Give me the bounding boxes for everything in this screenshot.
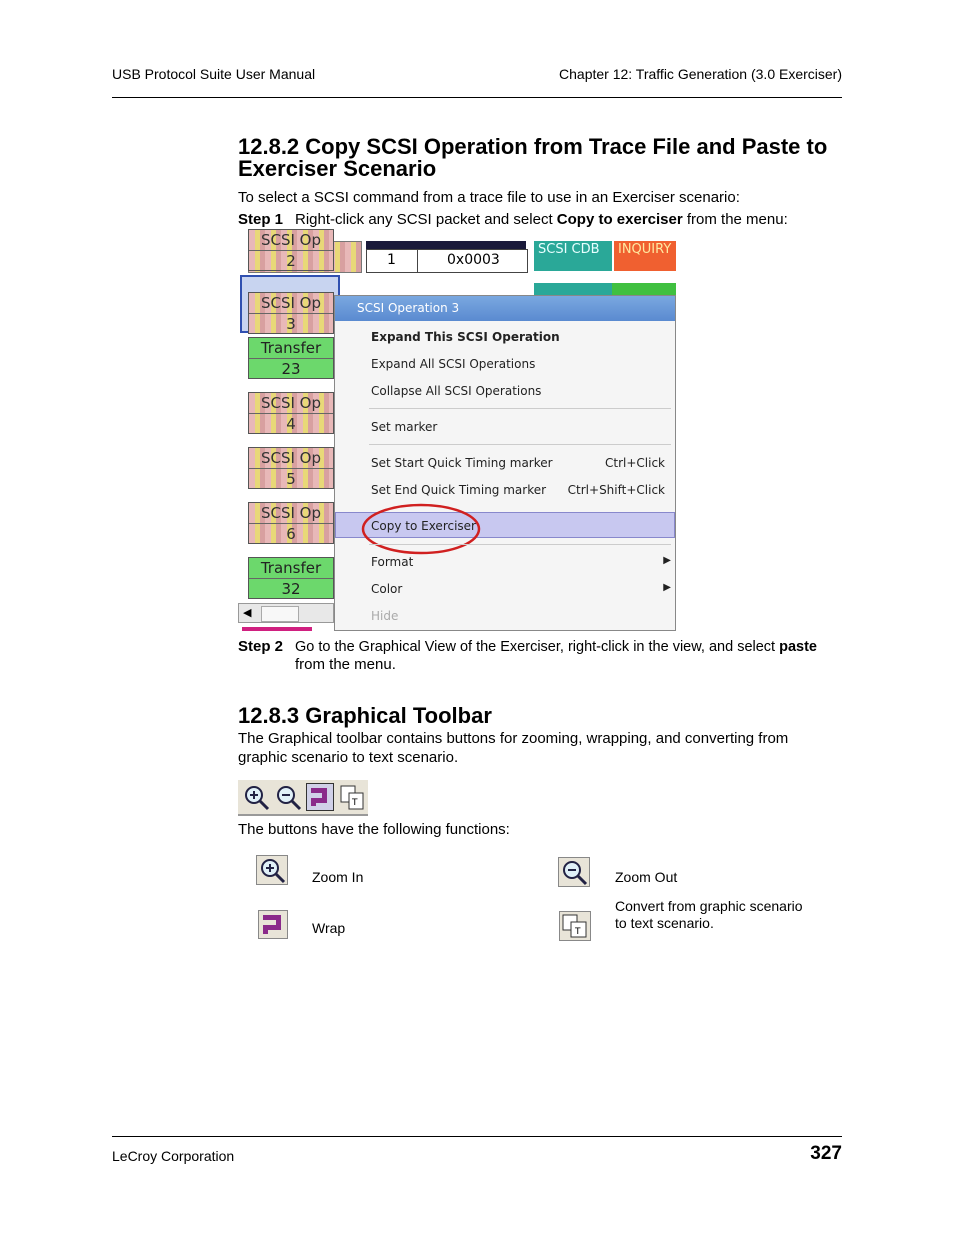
- section-heading: 12.8.3 Graphical Toolbar: [238, 703, 492, 728]
- submenu-arrow-icon: ▶: [663, 582, 671, 593]
- packet-cell[interactable]: [248, 447, 334, 489]
- zoom-in-label: Zoom In: [312, 869, 364, 885]
- menu-item-format[interactable]: Format: [371, 555, 414, 569]
- zoom-out-label: Zoom Out: [615, 869, 678, 885]
- page-number: 327: [810, 1143, 842, 1164]
- packet-title: SCSI Op: [260, 449, 322, 467]
- step-text-tail: from the menu:: [682, 211, 788, 228]
- shortcut-set-end: Ctrl+Shift+Click: [567, 483, 665, 497]
- packet-number: 4: [249, 413, 333, 434]
- context-menu: [334, 295, 676, 631]
- scroll-left-icon[interactable]: ◀: [243, 607, 252, 619]
- addr-tag-cell: [366, 249, 528, 273]
- packet-title: Transfer: [260, 559, 322, 577]
- annotation-circle: [359, 502, 485, 558]
- step-label: Step 2: [238, 638, 284, 655]
- packet-number: 2: [249, 250, 333, 271]
- menu-item-expand-all[interactable]: Expand All SCSI Operations: [371, 357, 536, 371]
- menu-item-color[interactable]: Color: [371, 582, 403, 596]
- svg-text:T: T: [352, 798, 358, 808]
- shortcut-set-start: Ctrl+Click: [605, 456, 665, 470]
- packet-number: 32: [249, 578, 333, 599]
- zoom-out-button[interactable]: [274, 783, 302, 811]
- addr-value: 1: [387, 252, 396, 268]
- scsi-cdb-cell: SCSI CDB: [534, 241, 612, 271]
- packet-cell[interactable]: [248, 392, 334, 434]
- packet-cell[interactable]: [248, 502, 334, 544]
- header-left: USB Protocol Suite User Manual: [112, 66, 316, 82]
- packet-cell[interactable]: [248, 337, 334, 379]
- header-rule: [112, 97, 842, 98]
- toolbar-paragraph-line1: The Graphical toolbar contains buttons for zooming, wrapping, and converting from: [238, 730, 789, 747]
- packet-number: 23: [249, 358, 333, 379]
- wrap-button[interactable]: [306, 783, 334, 811]
- packet-cell[interactable]: [248, 292, 334, 334]
- menu-item-collapse-all[interactable]: Collapse All SCSI Operations: [371, 384, 542, 398]
- menu-item-set-end[interactable]: Set End Quick Timing marker: [371, 483, 547, 497]
- step-bold: paste: [779, 639, 817, 655]
- tag-value: 0x0003: [447, 252, 500, 268]
- step-text-tail: from the menu.: [295, 656, 396, 673]
- toolbar-paragraph-line2: graphic scenario to text scenario.: [238, 749, 459, 766]
- step-text: Right-click any SCSI packet and select: [295, 211, 557, 228]
- packet-title: SCSI Op: [260, 504, 322, 522]
- wrap-label: Wrap: [312, 920, 346, 936]
- packet-cell[interactable]: [248, 557, 334, 599]
- wrap-icon: [307, 784, 333, 810]
- buttons-intro: The buttons have the following functions:: [238, 821, 510, 838]
- wrap-icon: [258, 910, 290, 940]
- svg-text:T: T: [575, 927, 581, 937]
- footer-rule: [112, 1136, 842, 1137]
- packet-title: SCSI Op: [260, 294, 322, 312]
- step-text: Go to the Graphical View of the Exerciser, right-click in the view, and select: [295, 639, 780, 655]
- convert-label-line1: Convert from graphic scenario: [615, 898, 803, 914]
- packet-number: 5: [249, 468, 333, 489]
- section-heading-line2: Exerciser Scenario: [238, 156, 437, 181]
- context-menu-title: SCSI Operation 3: [335, 296, 675, 321]
- graphical-toolbar: [238, 780, 368, 816]
- menu-item-hide[interactable]: Hide: [371, 609, 399, 623]
- section-heading-line1: 12.8.2 Copy SCSI Operation from Trace File and Paste to: [238, 134, 828, 159]
- submenu-arrow-icon: ▶: [663, 555, 671, 566]
- packet-number: 3: [249, 313, 333, 334]
- menu-item-copy-to-exerciser[interactable]: Copy to Exerciser: [371, 519, 476, 533]
- footer-company: LeCroy Corporation: [112, 1148, 235, 1164]
- packet-number: 6: [249, 523, 333, 544]
- zoom-in-icon: [242, 783, 270, 811]
- step-bold: Copy to exerciser: [556, 211, 683, 228]
- horizontal-scrollbar[interactable]: [238, 603, 334, 623]
- menu-item-set-marker[interactable]: Set marker: [371, 420, 438, 434]
- packet-cell[interactable]: [248, 229, 334, 271]
- packet-title: SCSI Op: [260, 394, 322, 412]
- convert-icon: [338, 783, 366, 811]
- convert-button[interactable]: [338, 783, 366, 811]
- zoom-in-button[interactable]: [242, 783, 270, 811]
- packet-title: Transfer: [260, 339, 322, 357]
- convert-label-line2: to text scenario.: [615, 915, 714, 931]
- inquiry-cell: INQUIRY: [614, 241, 676, 271]
- intro-paragraph: To select a SCSI command from a trace file to use in an Exerciser scenario:: [238, 189, 740, 206]
- convert-icon: [559, 911, 591, 941]
- packet-title: SCSI Op: [260, 231, 322, 249]
- zoom-out-icon: [558, 857, 590, 887]
- context-menu-screenshot: [238, 231, 676, 631]
- scroll-thumb[interactable]: [261, 606, 299, 622]
- zoom-in-icon: [256, 855, 288, 885]
- zoom-out-icon: [274, 783, 302, 811]
- step-label: Step 1: [238, 211, 284, 228]
- menu-item-set-start[interactable]: Set Start Quick Timing marker: [371, 456, 553, 470]
- menu-item-expand-this[interactable]: Expand This SCSI Operation: [371, 330, 560, 344]
- header-right: Chapter 12: Traffic Generation (3.0 Exerciser): [559, 66, 842, 82]
